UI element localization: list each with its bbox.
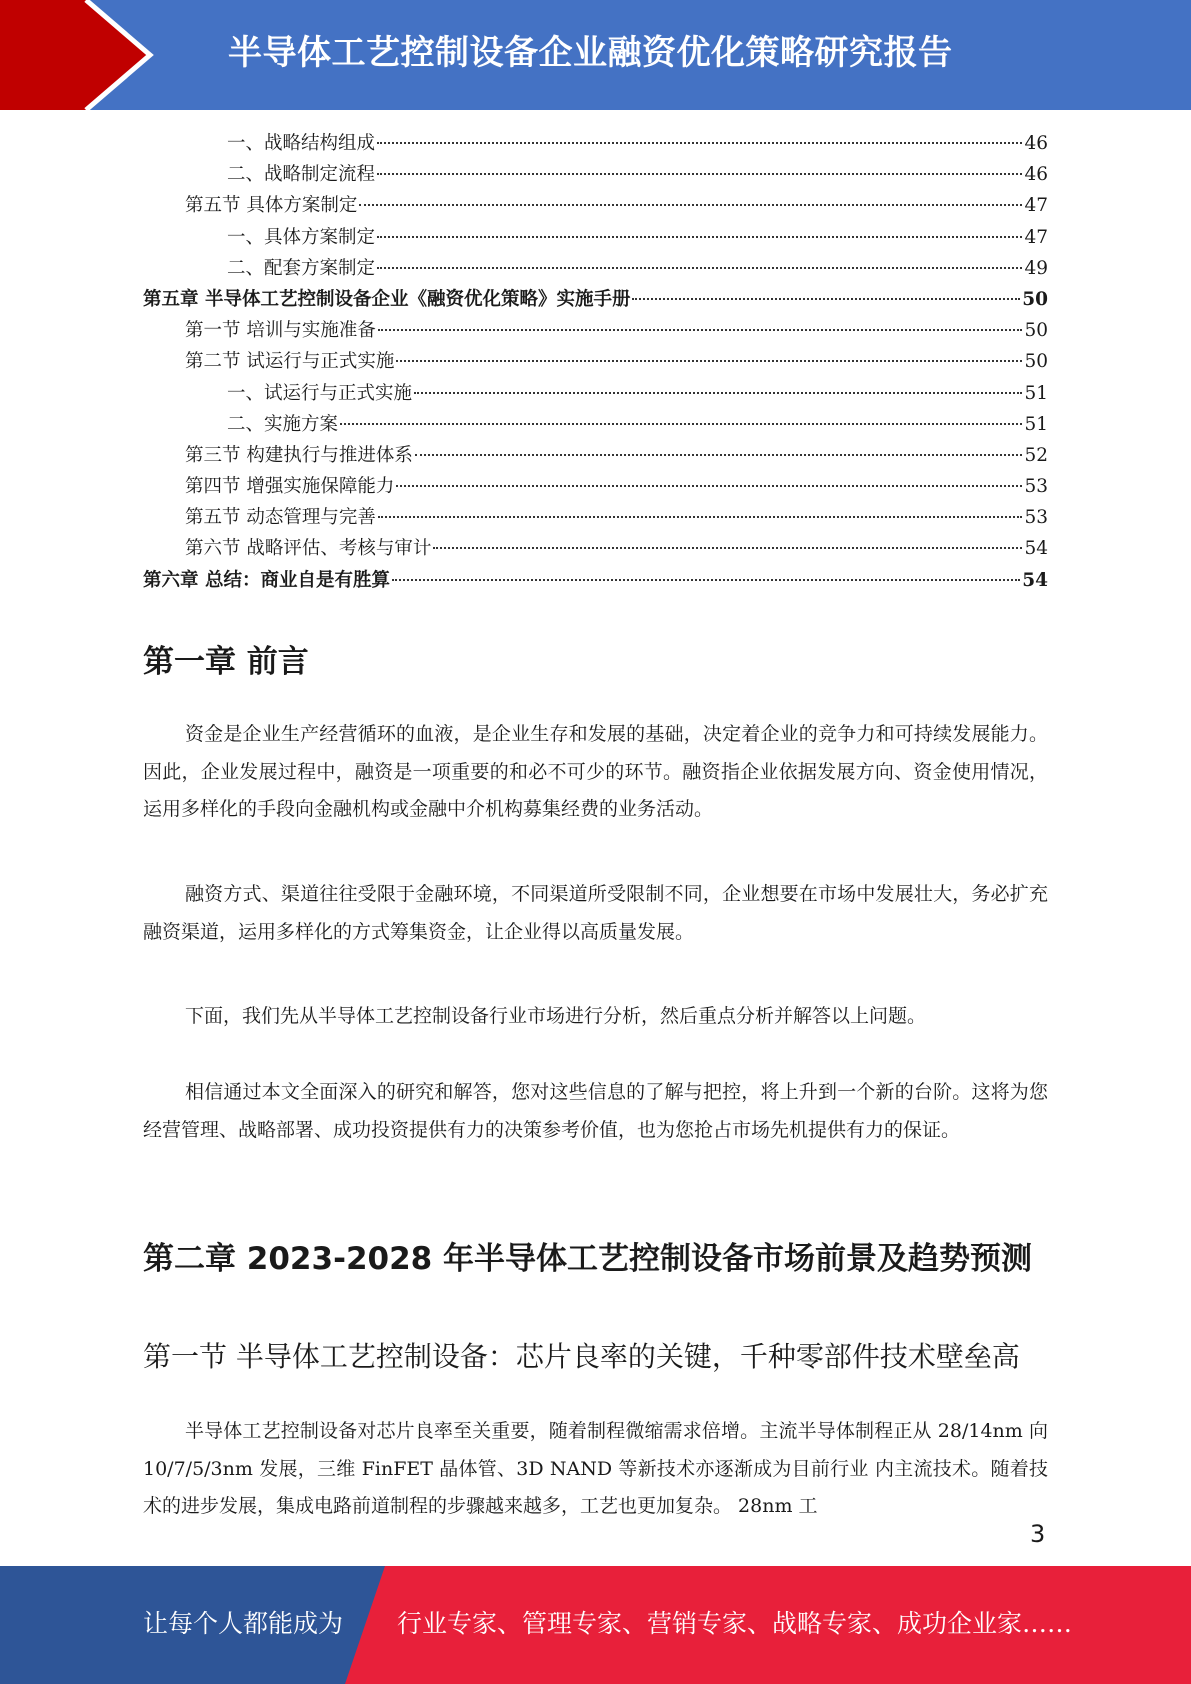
- toc-leader-dots: [433, 547, 1022, 549]
- toc-page-number: 46: [1024, 164, 1048, 186]
- toc-entry-title: 一、试运行与正式实施: [227, 382, 413, 404]
- toc-leader-dots: [340, 423, 1022, 425]
- toc-leader-dots: [396, 485, 1022, 487]
- toc-entry[interactable]: [143, 190, 1048, 221]
- toc-entry-title: 第六章 总结：商业自是有胜算: [143, 569, 390, 591]
- toc-leader-dots: [377, 267, 1022, 269]
- chapter-2-heading: 第二章 2023-2028 年半导体工艺控制设备市场前景及趋势预测: [143, 1241, 1033, 1277]
- toc-entry-title: 第五节 具体方案制定: [185, 195, 358, 217]
- toc-leader-dots: [378, 329, 1023, 331]
- toc-leader-dots: [396, 360, 1022, 362]
- toc-page-number: 50: [1024, 320, 1048, 342]
- toc-entry[interactable]: [143, 409, 1048, 440]
- toc-entry-title: 一、具体方案制定: [227, 226, 376, 248]
- toc-entry[interactable]: [143, 378, 1048, 409]
- toc-leader-dots: [415, 454, 1023, 456]
- paragraph: 融资方式、渠道往往受限于金融环境，不同渠道所受限制不同，企业想要在市场中发展壮大，务必扩充融资渠道，运用多样化的方式筹集资金，让企业得以高质量发展。: [143, 883, 1048, 943]
- toc-page-number: 53: [1024, 507, 1048, 529]
- toc-page-number: 54: [1024, 538, 1048, 560]
- toc-leader-dots: [378, 516, 1023, 518]
- toc-entry[interactable]: [143, 440, 1048, 471]
- toc-leader-dots: [377, 236, 1022, 238]
- toc-entry-title: 第四节 增强实施保障能力: [185, 476, 395, 498]
- toc-entry-title: 一、战略结构组成: [227, 133, 376, 154]
- toc-page-number: 51: [1024, 382, 1048, 404]
- footer-slogan-left: 让每个人都能成为: [143, 1609, 344, 1638]
- toc-entry[interactable]: [143, 533, 1048, 564]
- toc-page-number: 50: [1022, 288, 1048, 310]
- toc-leader-dots: [414, 392, 1022, 394]
- toc-entry[interactable]: [143, 502, 1048, 533]
- toc-entry[interactable]: [143, 222, 1048, 253]
- paragraph: 下面，我们先从半导体工艺控制设备行业市场进行分析，然后重点分析并解答以上问题。: [185, 1005, 927, 1027]
- header-red-arrow: [0, 0, 150, 110]
- toc-entry-title: 第三节 构建执行与推进体系: [185, 444, 413, 466]
- toc-page-number: 50: [1024, 351, 1048, 373]
- toc-entry[interactable]: [143, 284, 1048, 315]
- toc-entry-title: 第六节 战略评估、考核与审计: [185, 538, 432, 560]
- toc-entry[interactable]: [143, 128, 1048, 159]
- toc-entry[interactable]: [143, 159, 1048, 190]
- toc-page-number: 47: [1024, 195, 1048, 217]
- toc-entry-title: 二、战略制定流程: [227, 164, 376, 186]
- toc-entry-title: 第五节 动态管理与完善: [185, 507, 376, 529]
- toc-page-number: 46: [1024, 133, 1048, 154]
- page-header: [0, 0, 1191, 110]
- toc-leader-dots: [392, 579, 1020, 581]
- toc-page-number: 52: [1024, 444, 1048, 466]
- toc-entry[interactable]: [143, 253, 1048, 284]
- paragraph: 相信通过本文全面深入的研究和解答，您对这些信息的了解与把控，将上升到一个新的台阶。这将为您经营管理、战略部署、成功投资提供有力的决策参考价值，也为您抢占市场先机提供有力的保证。: [143, 1081, 1048, 1141]
- footer-slogan-right: 行业专家、管理专家、营销专家、战略专家、成功企业家……: [397, 1609, 1073, 1638]
- chapter-1-heading: 第一章 前言: [143, 644, 309, 680]
- document-title: 半导体工艺控制设备企业融资优化策略研究报告: [228, 33, 953, 73]
- toc-leader-dots: [377, 142, 1022, 144]
- toc-page-number: 53: [1024, 476, 1048, 498]
- toc-page-number: 51: [1024, 413, 1048, 435]
- toc-entry[interactable]: [143, 565, 1048, 596]
- section-heading: 第一节 半导体工艺控制设备：芯片良率的关键，千种零部件技术壁垒高: [143, 1340, 1020, 1373]
- table-of-contents: [143, 128, 1048, 596]
- paragraph: 资金是企业生产经营循环的血液，是企业生存和发展的基础，决定着企业的竞争力和可持续发展能力。因此，企业发展过程中，融资是一项重要的和必不可少的环节。融资指企业依据发展方向、资金使用情况，运用多样化的手段向金融机构或金融中介机构募集经费的业务活动。: [143, 723, 1048, 820]
- toc-entry-title: 第二节 试运行与正式实施: [185, 351, 395, 373]
- toc-entry-title: 二、配套方案制定: [227, 257, 376, 279]
- toc-leader-dots: [359, 204, 1022, 206]
- toc-entry-title: 二、实施方案: [227, 413, 339, 435]
- toc-page-number: 47: [1024, 226, 1048, 248]
- toc-entry[interactable]: [143, 471, 1048, 502]
- toc-leader-dots: [377, 173, 1022, 175]
- toc-entry[interactable]: [143, 315, 1048, 346]
- toc-entry[interactable]: [143, 346, 1048, 377]
- page-number: 3: [1030, 1520, 1046, 1548]
- page-footer: [0, 1566, 1191, 1684]
- toc-page-number: 49: [1024, 257, 1048, 279]
- toc-entry-title: 第五章 半导体工艺控制设备企业《融资优化策略》实施手册: [143, 288, 631, 310]
- toc-leader-dots: [632, 298, 1020, 300]
- toc-entry-title: 第一节 培训与实施准备: [185, 320, 376, 342]
- toc-page-number: 54: [1022, 569, 1048, 591]
- paragraph: 半导体工艺控制设备对芯片良率至关重要，随着制程微缩需求倍增。主流半导体制程正从 28/14nm 向 10/7/5/3nm 发展，三维 FinFET 晶体管、3D NAND 等新技术亦逐渐成为目前行业 内主流技术。随着技术的进步发展，集成电路前道制程的步骤越来越多，工艺也更加复杂。 28nm 工: [143, 1420, 1048, 1517]
